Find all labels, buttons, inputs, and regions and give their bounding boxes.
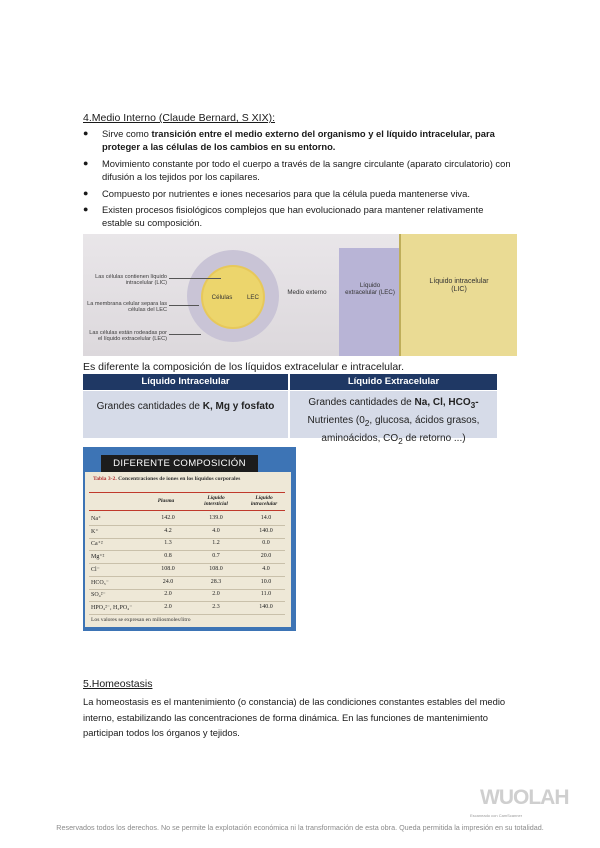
- table-footnote: Los valores se expresan en miliosmoles/litro: [91, 617, 191, 623]
- list-item: [83, 127, 513, 154]
- cell-intracelular: [83, 391, 288, 438]
- table-rule: [89, 492, 285, 493]
- composition-banner: DIFERENTE COMPOSICIÓN: [101, 455, 258, 472]
- table-cell: 14.0: [260, 515, 272, 521]
- table-cell: Cl⁻: [91, 566, 100, 573]
- table-cell: 0.7: [212, 553, 220, 560]
- cell-bold-text: -: [475, 397, 479, 408]
- cell-text: , glucosa, ácidos grasos,: [369, 415, 480, 426]
- table-cell: K⁺: [91, 528, 99, 535]
- table-cell: 1.3: [164, 540, 172, 547]
- table-cell: 108.0: [209, 565, 223, 572]
- table-cell: 0.0: [262, 540, 270, 547]
- table-row: [89, 513, 285, 526]
- table-title: Concentraciones de iones en los líquidos corporales: [118, 476, 241, 482]
- header-extracelular: Líquido Extracelular: [290, 374, 497, 390]
- list-item: [83, 157, 513, 184]
- table-row: [89, 538, 285, 551]
- table-cell: SO₄²⁻: [91, 592, 106, 599]
- col-header-intracelular: Líquido intracelular: [250, 495, 278, 507]
- subscript: 3: [470, 400, 476, 410]
- table-cell: 108.0: [161, 565, 175, 572]
- bullet-text: Sirve como: [102, 128, 152, 139]
- list-item: [83, 187, 513, 200]
- list-item: [83, 203, 513, 230]
- cell-text: de retorno ...): [402, 433, 466, 444]
- table-cell: 24.0: [162, 578, 174, 585]
- label-cells: Células: [211, 294, 233, 301]
- ions-table-image: [83, 447, 296, 631]
- ions-table-sheet: [85, 472, 291, 627]
- table-cell: 140.0: [259, 603, 273, 610]
- cell-text: Grandes cantidades de: [96, 401, 203, 412]
- table-row: [89, 602, 285, 615]
- cell-text: aminoácidos, CO: [321, 433, 399, 444]
- section-4-heading: 4.Medio Interno (Claude Bernard, S XIX):: [83, 112, 276, 124]
- table-cell: 11.0: [260, 591, 272, 598]
- cell-text: Grandes cantidades de: [308, 397, 415, 408]
- table-cell: 2.0: [164, 591, 172, 598]
- col-header-intersticial: Líquido intersticial: [204, 495, 228, 507]
- subscript: 2: [364, 418, 370, 428]
- table-row: [89, 551, 285, 564]
- label-medio-externo: Medio externo: [287, 289, 327, 296]
- table-cell: 28.3: [210, 578, 222, 585]
- pointer-line: [169, 334, 201, 335]
- cell-line: [290, 431, 497, 449]
- label-lec-inner: LEC: [246, 294, 260, 301]
- wuolah-logo: WUOLAH: [480, 786, 569, 809]
- cell-line: [290, 395, 497, 413]
- table-cell: 142.0: [161, 515, 175, 521]
- bullet-text: Existen procesos fisiológicos complejos que han evolucionado para mantener relativamente estable su composición.: [102, 204, 484, 229]
- table-cell: HCO₃⁻: [91, 579, 109, 586]
- cell-extracelular: [290, 391, 497, 446]
- label-membrana: La membrana celular separa las células del LEC: [87, 301, 167, 314]
- cell-bold: [415, 397, 479, 408]
- table-cell: 0.8: [164, 553, 172, 560]
- pointer-line: [169, 305, 199, 306]
- comparison-intro: Es diferente la composición de los líquidos extracelular e intracelular.: [83, 361, 405, 373]
- table-cell: 4.0: [262, 565, 270, 572]
- table-row: [89, 526, 285, 539]
- bullet-icon: ●: [83, 128, 89, 138]
- bullet-icon: ●: [83, 204, 89, 215]
- table-cell: 140.0: [259, 527, 273, 534]
- cell-text: Nutrientes (0: [307, 415, 365, 426]
- bullet-bold-text: transición entre el medio externo del organismo y el líquido intracelular, para proteger a las células de los cambios en su entorno.: [102, 128, 495, 153]
- label-lic: Las células contienen líquido intracelular (LIC): [95, 274, 167, 287]
- section-5-paragraph: La homeostasis es el mantenimiento (o constancia) de las condiciones constantes estables del medio interno, estabilizando las concentraciones de forma dinámica. En las funciones de mantenimiento participan todos los órganos y tejidos.: [83, 696, 506, 738]
- lec-panel: [339, 248, 399, 356]
- table-cell: 139.0: [209, 515, 223, 521]
- cell-bold-text: Na, Cl, HCO: [414, 397, 471, 408]
- section-4-bullet-list: [83, 127, 513, 233]
- table-caption: [93, 476, 240, 482]
- lic-panel: [399, 234, 517, 356]
- table-cell: 10.0: [260, 578, 272, 585]
- label-liquido-extracelular: Líquido extracelular (LEC): [345, 282, 395, 296]
- table-cell: Mg⁺²: [91, 554, 105, 561]
- table-row: [89, 577, 285, 590]
- cell-line: [290, 413, 497, 431]
- table-cell: 4.2: [164, 527, 172, 534]
- bullet-text: Movimiento constante por todo el cuerpo a través de la sangre circulante (aparato circulatorio) con difusión a los tejidos por los capilares.: [102, 157, 511, 183]
- table-cell: 2.0: [164, 603, 172, 610]
- cell-fluid-diagram: [83, 234, 517, 356]
- table-rule: [89, 510, 285, 511]
- cell-bold: K, Mg y fosfato: [202, 401, 275, 412]
- table-row: [89, 564, 285, 577]
- bullet-text: Compuesto por nutrientes e iones necesarios para que la célula pueda mantenerse viva.: [102, 187, 470, 199]
- label-rodeadas: Las células están rodeadas por el líquido extracelular (LEC): [89, 330, 167, 343]
- section-5-heading: 5.Homeostasis: [83, 678, 153, 690]
- camscanner-note: Escaneado con CamScanner: [470, 813, 523, 818]
- subscript: 2: [398, 436, 403, 446]
- table-label: Tabla 3-2.: [93, 476, 117, 482]
- copyright-footer: Reservados todos los derechos. No se permite la explotación económica ni la transformación de esta obra. Queda permitida la impresión en su totalidad.: [56, 823, 544, 832]
- table-row: [89, 589, 285, 602]
- table-cell: Ca⁺²: [91, 541, 103, 548]
- label-liquido-intracelular: Líquido intracelular (LIC): [429, 278, 489, 293]
- header-intracelular: Líquido Intracelular: [83, 374, 288, 390]
- table-cell: 2.3: [212, 603, 220, 610]
- table-cell: 4.0: [212, 527, 220, 534]
- table-cell: 20.0: [260, 553, 272, 560]
- bullet-icon: ●: [83, 157, 89, 168]
- comparison-table: [83, 374, 497, 446]
- col-header-plasma: Plasma: [157, 498, 175, 504]
- table-cell: HPO₄²⁻, H₂PO₄⁻: [91, 604, 133, 611]
- table-cell: 1.2: [212, 540, 220, 547]
- pointer-line: [169, 278, 221, 279]
- table-cell: 2.0: [212, 591, 220, 598]
- table-cell: Na⁺: [91, 516, 102, 522]
- bullet-icon: ●: [83, 187, 89, 198]
